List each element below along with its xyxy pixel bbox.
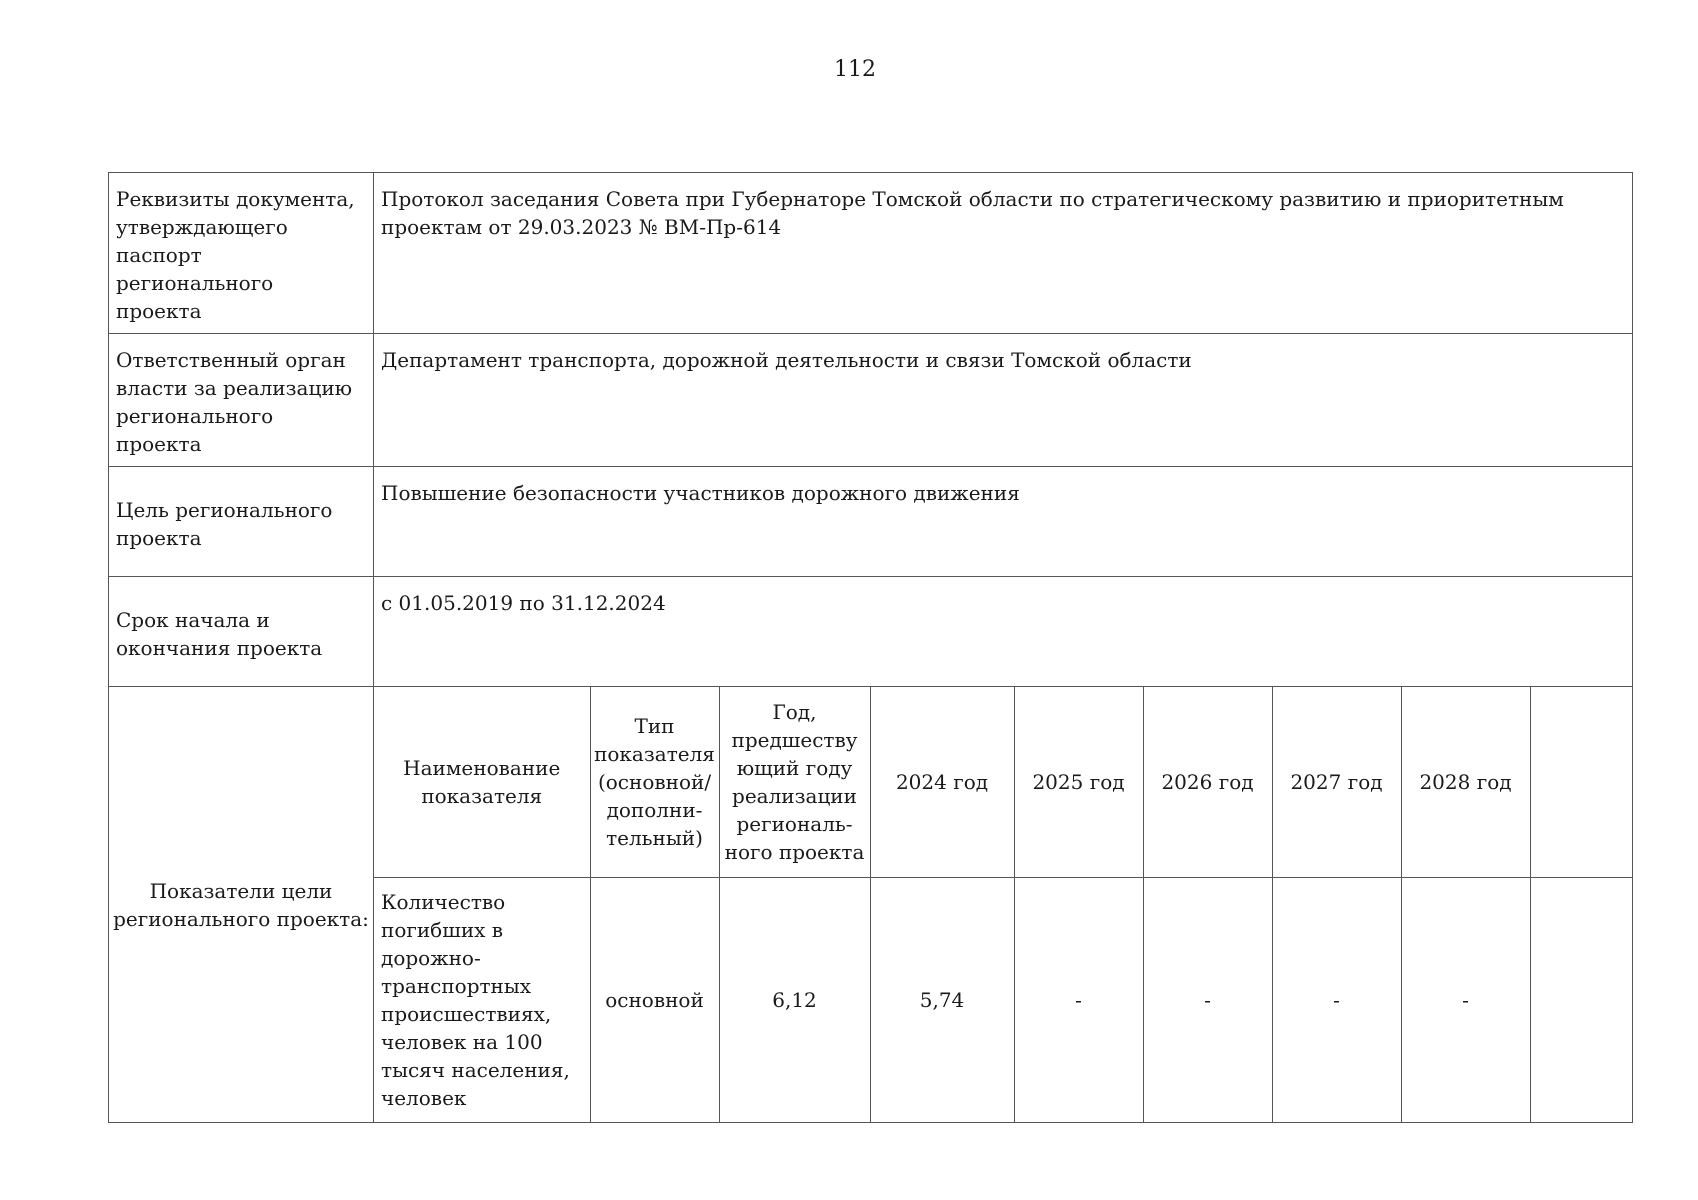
indicator-value-2026: - bbox=[1143, 877, 1272, 1122]
row-value-document-details: Протокол заседания Совета при Губернаторе Томской области по стратегическому развитию и приоритетным проектам от 29.03.2023 № ВМ-Пр-614 bbox=[374, 173, 1633, 334]
indicator-value-2027: - bbox=[1272, 877, 1401, 1122]
row-label-responsible-body: Ответственный орган власти за реализацию регионального проекта bbox=[109, 334, 374, 467]
row-label-indicators: Показатели цели регионального проекта: bbox=[109, 687, 374, 1123]
table-row-document-details bbox=[109, 173, 1633, 334]
table-row-project-period bbox=[109, 577, 1633, 687]
page-number: 112 bbox=[834, 57, 876, 82]
indicator-value-2025: - bbox=[1014, 877, 1143, 1122]
header-year-2025: 2025 год bbox=[1014, 687, 1143, 877]
indicator-value-empty bbox=[1530, 877, 1633, 1122]
header-year-2028: 2028 год bbox=[1401, 687, 1530, 877]
row-value-responsible-body: Департамент транспорта, дорожной деятельности и связи Томской области bbox=[374, 334, 1633, 467]
indicator-base-value: 6,12 bbox=[719, 877, 870, 1122]
table-row-responsible-body bbox=[109, 334, 1633, 467]
row-value-project-goal: Повышение безопасности участников дорожного движения bbox=[374, 467, 1633, 577]
table-row-project-goal bbox=[109, 467, 1633, 577]
header-base-year: Год, предшеству ющий году реализации региональ-ного проекта bbox=[719, 687, 870, 877]
header-empty bbox=[1530, 687, 1633, 877]
row-label-document-details: Реквизиты документа, утверждающего паспорт регионального проекта bbox=[109, 173, 374, 334]
header-indicator-type: Тип показателя (основной/ дополни-тельный) bbox=[590, 687, 719, 877]
row-label-project-goal: Цель регионального проекта bbox=[109, 467, 374, 577]
row-label-project-period: Срок начала и окончания проекта bbox=[109, 577, 374, 687]
indicators-table bbox=[374, 687, 1633, 1122]
indicator-value-2028: - bbox=[1401, 877, 1530, 1122]
indicators-container bbox=[374, 687, 1633, 1123]
indicator-name: Количество погибших в дорожно-транспортных происшествиях, человек на 100 тысяч населения, человек bbox=[374, 877, 590, 1122]
indicator-value-2024: 5,74 bbox=[870, 877, 1014, 1122]
header-year-2024: 2024 год bbox=[870, 687, 1014, 877]
indicator-type: основной bbox=[590, 877, 719, 1122]
header-indicator-name: Наименование показателя bbox=[374, 687, 590, 877]
header-year-2027: 2027 год bbox=[1272, 687, 1401, 877]
table-row-indicators bbox=[109, 687, 1633, 1123]
indicators-data-row bbox=[374, 877, 1633, 1122]
indicators-header-row bbox=[374, 687, 1633, 877]
header-year-2026: 2026 год bbox=[1143, 687, 1272, 877]
project-passport-table bbox=[108, 172, 1633, 1123]
row-value-project-period: с 01.05.2019 по 31.12.2024 bbox=[374, 577, 1633, 687]
